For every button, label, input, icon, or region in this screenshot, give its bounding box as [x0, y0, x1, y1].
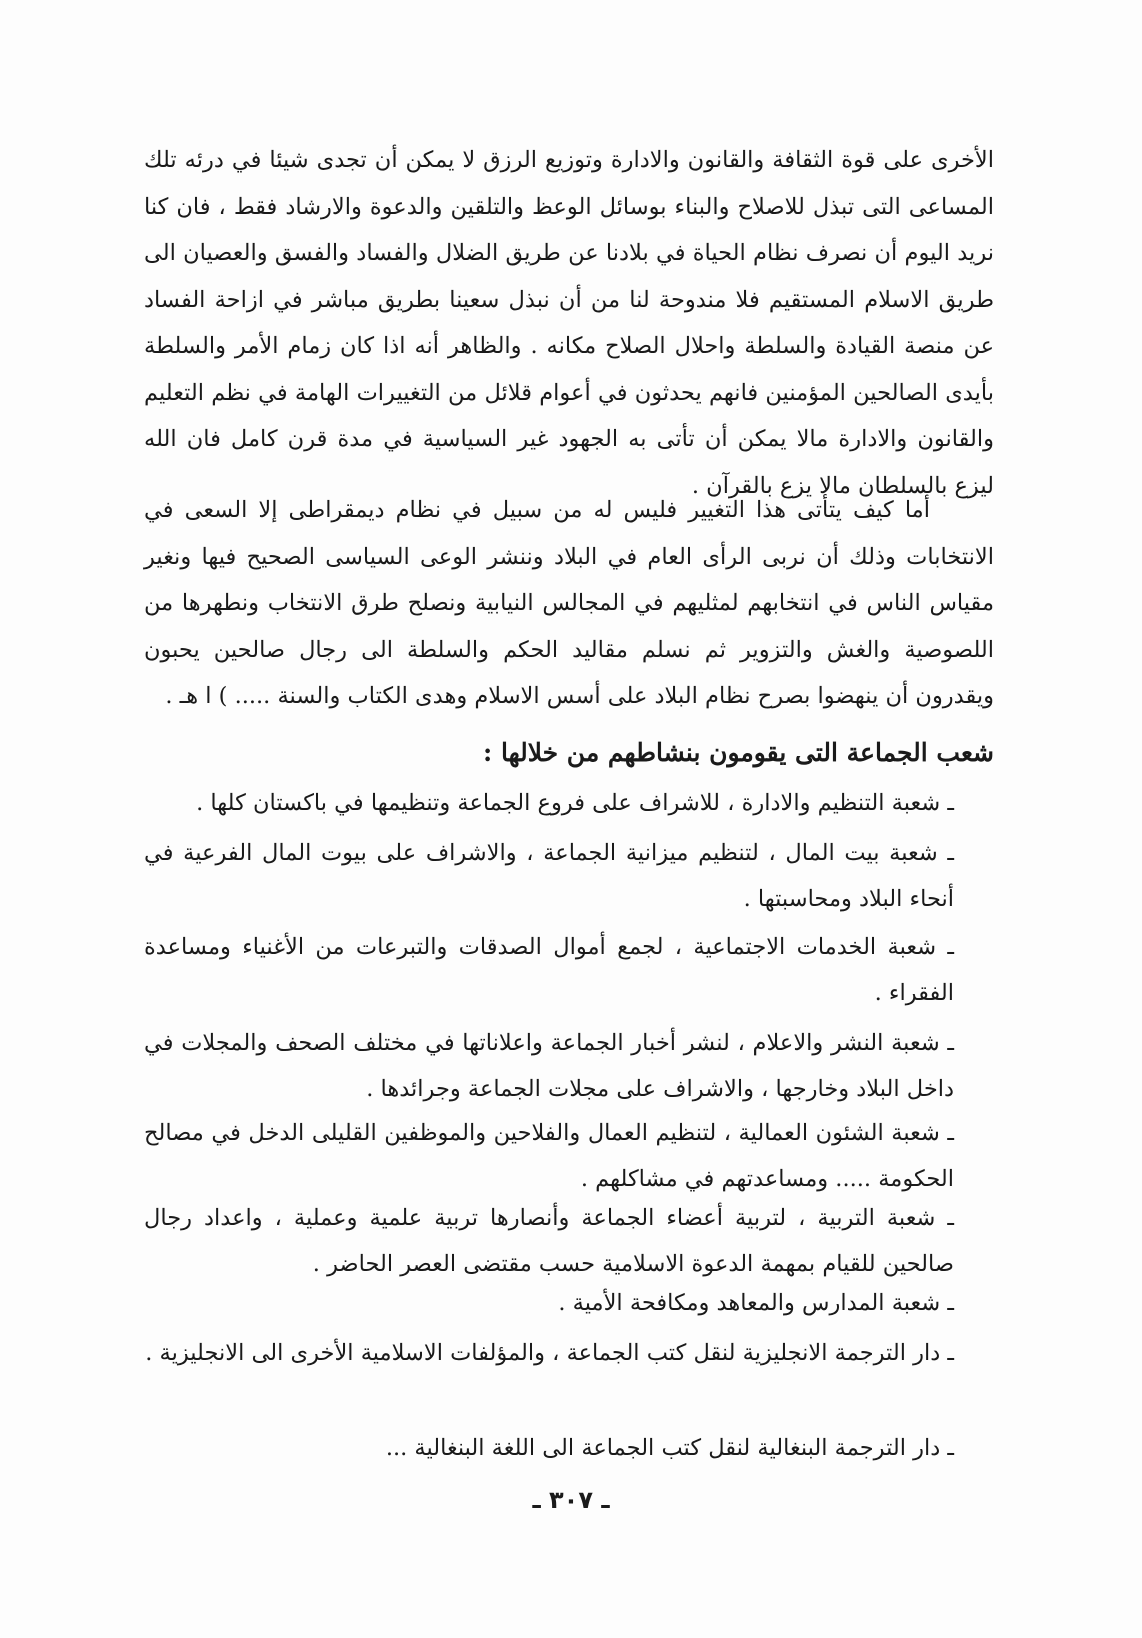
list-item: ـ شعبة النشر والاعلام ، لنشر أخبار الجماعة واعلاناتها في مختلف الصحف والمجلات في داخل البلاد وخارجها ، والاشراف على مجلات الجماعة وجرائدها .: [144, 1030, 954, 1102]
list-item: ـ شعبة الشئون العمالية ، لتنظيم العمال والفلاحين والموظفين القليلى الدخل في مصالح الحكومة ..... ومساعدتهم في مشاكلهم .: [144, 1120, 954, 1192]
list-item: ـ دار الترجمة الانجليزية لنقل كتب الجماعة ، والمؤلفات الاسلامية الأخرى الى الانجليزية .: [145, 1340, 954, 1366]
body-paragraph-2: أما كيف يتأتى هذا التغيير فليس له من سبيل في نظام ديمقراطى إلا السعى في الانتخابات وذلك أن نربى الرأى العام في البلاد وننشر الوعى السياسى الصحيح فيها ونغير مقياس الناس في انتخابهم لمثليهم في المجالس النيابية ونصلح طرق الانتخاب ونطهرها من اللصوصية والغش والتزوير ثم نسلم مقاليد الحكم والسلطة الى رجال صالحين يحبون ويقدرون أن ينهضوا بصرح نظام البلاد على أسس الاسلام وهدى الكتاب والسنة ..... ) ا هـ .: [144, 497, 994, 709]
body-paragraph-1: الأخرى على قوة الثقافة والقانون والادارة وتوزيع الرزق لا يمكن أن تجدى شيئا في درئه تلك المساعى التى تبذل للاصلاح والبناء بوسائل الوعظ والتلقين والدعوة والارشاد فقط ، فان كنا نريد اليوم أن نصرف نظام الحياة في بلادنا عن طريق الضلال والفساد والفسق والعصيان الى طريق الاسلام المستقيم فلا مندوحة لنا من أن نبذل سعينا بطريق مباشر في ازاحة الفساد عن منصة القيادة والسلطة واحلال الصلاح مكانه . والظاهر أنه اذا كان زمام الأمر والسلطة بأيدى الصالحين المؤمنين فانهم يحدثون في أعوام قلائل من التغييرات الهامة في نظم التعليم والقانون والادارة مالا يمكن أن تأتى به الجهود غير السياسية في مدة قرن كامل فان الله ليزع بالسلطان مالا يزع بالقرآن .: [144, 147, 994, 499]
section-heading: شعب الجماعة التى يقومون بنشاطهم من خلالها :: [483, 738, 994, 767]
list-item: ـ شعبة المدارس والمعاهد ومكافحة الأمية .: [558, 1290, 954, 1316]
list-item: ـ شعبة التنظيم والادارة ، للاشراف على فروع الجماعة وتنظيمها في باكستان كلها .: [196, 790, 954, 816]
list-item: ـ شعبة الخدمات الاجتماعية ، لجمع أموال الصدقات والتبرعات من الأغنياء ومساعدة الفقراء .: [144, 934, 954, 1006]
page-number: ـ ٣٠٧ ـ: [532, 1486, 610, 1514]
list-item: ـ دار الترجمة البنغالية لنقل كتب الجماعة الى اللغة البنغالية ...: [385, 1435, 954, 1461]
list-item: ـ شعبة بيت المال ، لتنظيم ميزانية الجماعة ، والاشراف على بيوت المال الفرعية في أنحاء البلاد ومحاسبتها .: [144, 840, 954, 912]
list-item: ـ شعبة التربية ، لتربية أعضاء الجماعة وأنصارها تربية علمية وعملية ، واعداد رجال صالحين للقيام بمهمة الدعوة الاسلامية حسب مقتضى العصر الحاضر .: [144, 1205, 954, 1277]
